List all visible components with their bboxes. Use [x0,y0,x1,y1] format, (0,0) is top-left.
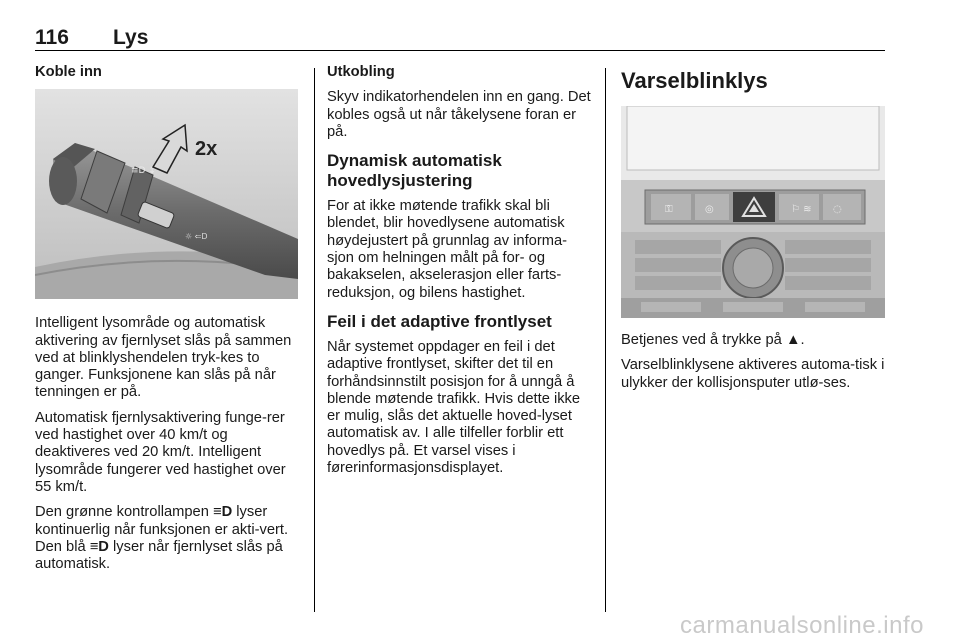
header-rule [35,50,885,51]
heading-dynamic-leveling: Dynamisk automatisk hovedlysjustering [327,151,502,191]
svg-text:⚐ ≋: ⚐ ≋ [791,204,812,215]
hazard-panel-figure [621,106,885,318]
auto-light-green-icon: ≡D [213,504,233,521]
section-label-utkobling: Utkobling [327,64,395,80]
svg-text:≡D ↕: ≡D ↕ [131,166,156,177]
chapter-title: Lys [113,26,149,49]
section-label-koble-inn: Koble inn [35,64,102,80]
hazard-warning-icon: ▲ [785,332,801,348]
column-divider-2 [605,68,606,612]
paragraph-dynamic-leveling: For at ikke møtende trafikk skal bli blendet, blir hovedlysene automatisk høydejustert på grunnlag av informa-sjon om helningen målt på for- og bakakselen, akselerasjon eller farts-reduksjon, og bilens hastighet. [327,198,568,301]
paragraph-adaptive-fault: Når systemet oppdager en feil i det adaptive frontlyset, skifter det til en forhåndsinnstilt posisjon for å unngå å blende møtende trafikk. Hvis dette ikke er mulig, slås det aktuelle hoved-lyset automatisk av. I alle tilfeller forblir ett hovedlys på. Et varsel vises i førerinformasjonsdisplayet. [327,338,581,477]
watermark: carmanualsonline.info [680,612,924,639]
svg-text:☼ ⇐D: ☼ ⇐D [185,232,208,242]
paragraph-2: Automatisk fjernlysaktivering funge-rer ved hastighet over 40 km/t og deaktiveres ved 20 km/t. Intelligent lysområde fungerer ved hastighet over 55 km/t. [35,409,286,495]
lever-figure [35,89,298,299]
lever-illustration [35,89,298,299]
column-3 [621,64,885,400]
arrow-label: 2x [195,138,218,161]
column-divider-1 [314,68,315,612]
column-1 [35,64,300,581]
svg-text:◎: ◎ [705,204,714,215]
paragraph-utkobling: Skyv indikatorhendelen inn en gang. Det kobles også ut når tåkelysene foran er på. [327,89,591,140]
heading-adaptive-fault: Feil i det adaptive frontlyset [327,311,552,331]
paragraph-hazard-button: Betjenes ved å trykke på ▲. [621,332,805,348]
paragraph-1: Intelligent lysområde og automatisk aktivering av fjernlyset slås på sammen ved at blinklyshendelen tryk-kes to ganger. Funksjonene kan slås på når tenningen er på. [35,315,292,401]
paragraph-3: Den grønne kontrollampen ≡D lyser kontinuerlig når funksjonen er akti-vert. Den blå ≡D lyser når fjernlyset slås på automatisk. [35,504,289,573]
hazard-panel-illustration [621,106,885,318]
page-header [35,26,885,50]
section-title-varselblinklys: Varselblinklys [621,68,768,93]
svg-text:⚿: ⚿ [665,204,673,215]
column-2 [327,64,592,485]
svg-text:◌: ◌ [833,204,842,215]
paragraph-hazard-auto: Varselblinklysene aktiveres automa-tisk i ulykker der kollisjonsputer utlø-ses. [621,357,885,391]
page-number: 116 [35,26,69,49]
high-beam-blue-icon: ≡D [89,538,109,555]
